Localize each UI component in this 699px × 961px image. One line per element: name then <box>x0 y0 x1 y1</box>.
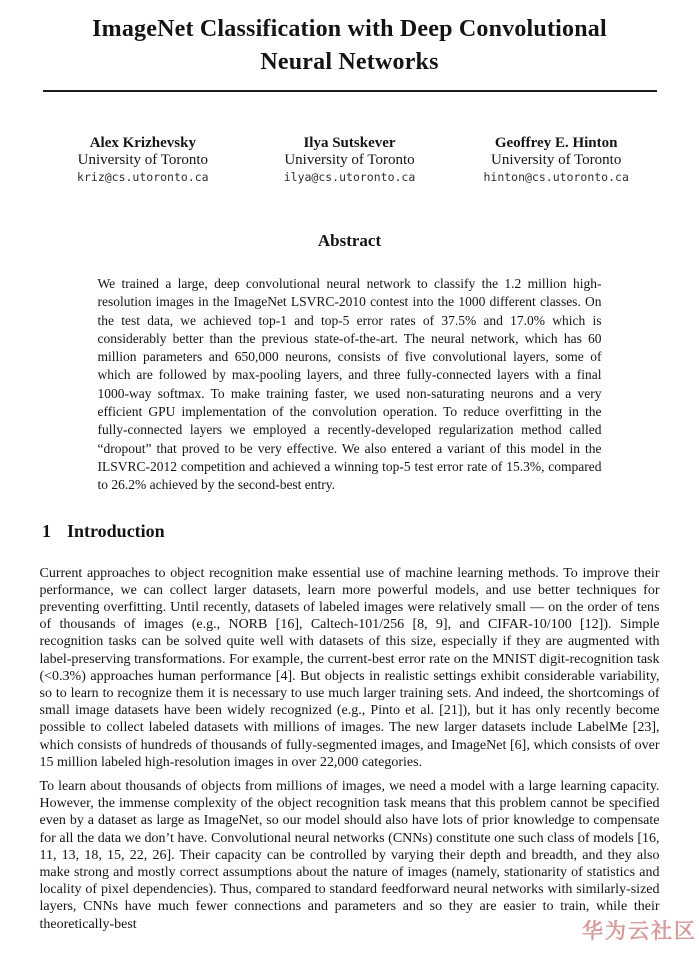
author-affiliation: University of Toronto <box>284 152 415 168</box>
author-card <box>453 134 660 185</box>
author-card <box>246 134 453 185</box>
author-name: Geoffrey E. Hinton <box>494 135 618 151</box>
watermark: 华为云社区 <box>582 919 697 943</box>
section-heading-introduction <box>42 521 699 542</box>
abstract-heading: Abstract <box>317 231 382 250</box>
author-email: hinton@cs.utoronto.ca <box>483 170 629 184</box>
author-name: Ilya Sutskever <box>303 135 396 151</box>
title-rule <box>43 90 657 92</box>
intro-paragraph-2: To learn about thousands of objects from millions of images, we need a model with a large learning capacity. However, the immense complexity of the object recognition task means that this problem cannot be specified even by a dataset as large as ImageNet, so our model should also have lots of prior knowledge to compensate for all the data we don’t have. Convolutional neural networks (CNNs) constitute one such class of models [16, 11, 13, 18, 15, 22, 26]. Their capacity can be controlled by varying their depth and breadth, and they also make strong and mostly correct assumptions about the nature of images (namely, stationarity of statistics and locality of pixel dependencies). Thus, compared to standard feedforward neural networks with similarly-sized layers, CNNs have much fewer connections and parameters and so they are easier to train, while their theoretically-best <box>39 779 660 932</box>
section-number: 1 <box>42 520 51 541</box>
intro-paragraph-1: Current approaches to object recognition make essential use of machine learning methods. To improve their performance, we can collect larger datasets, learn more powerful models, and use better techniques for preventing overfitting. Until recently, datasets of labeled images were relatively small — on the order of tens of thousands of images (e.g., NORB [16], Caltech-101/256 [8, 9], and CIFAR-10/100 [12]). Simple recognition tasks can be solved quite well with datasets of this size, especially if they are augmented with label-preserving transformations. For example, the current-best error rate on the MNIST digit-recognition task (<0.3%) approaches human performance [4]. But objects in realistic settings exhibit considerable variability, so to learn to recognize them it is necessary to use much larger training sets. And indeed, the shortcomings of small image datasets have been widely recognized (e.g., Pinto et al. [21]), but it has only recently become possible to collect labeled datasets with millions of images. The new larger datasets include LabelMe [23], which consists of hundreds of thousands of fully-segmented images, and ImageNet [6], which consists of over 15 million labeled high-resolution images in over 22,000 categories. <box>39 565 660 770</box>
paper-title <box>0 0 699 79</box>
abstract-text: We trained a large, deep convolutional neural network to classify the 1.2 million high-resolution images in the ImageNet LSVRC-2010 contest into the 1000 different classes. On the test data, we achieved top-1 and top-5 error rates of 37.5% and 17.0% which is considerably better than the previous state-of-the-art. The neural network, which has 60 million parameters and 650,000 neurons, consists of five convolutional layers, some of which are followed by max-pooling layers, and three fully-connected layers with a final 1000-way softmax. To make training faster, we used non-saturating neurons and a very efficient GPU implementation of the convolution operation. To reduce overfitting in the fully-connected layers we employed a recently-developed regularization method called “dropout” that proved to be very effective. We also entered a variant of this model in the ILSVRC-2012 competition and achieved a winning top-5 test error rate of 15.3%, compared to 26.2% achieved by the second-best entry. <box>97 276 602 493</box>
author-email: kriz@cs.utoronto.ca <box>77 170 209 184</box>
paper-title-line-1: ImageNet Classification with Deep Convolutional <box>92 16 607 42</box>
author-affiliation: University of Toronto <box>77 152 208 168</box>
paper-title-line-2: Neural Networks <box>260 49 439 75</box>
section-title: Introduction <box>67 520 165 541</box>
author-block <box>40 134 660 185</box>
author-card <box>40 134 247 185</box>
author-name: Alex Krizhevsky <box>89 135 196 151</box>
author-email: ilya@cs.utoronto.ca <box>283 170 416 184</box>
author-affiliation: University of Toronto <box>491 152 622 168</box>
